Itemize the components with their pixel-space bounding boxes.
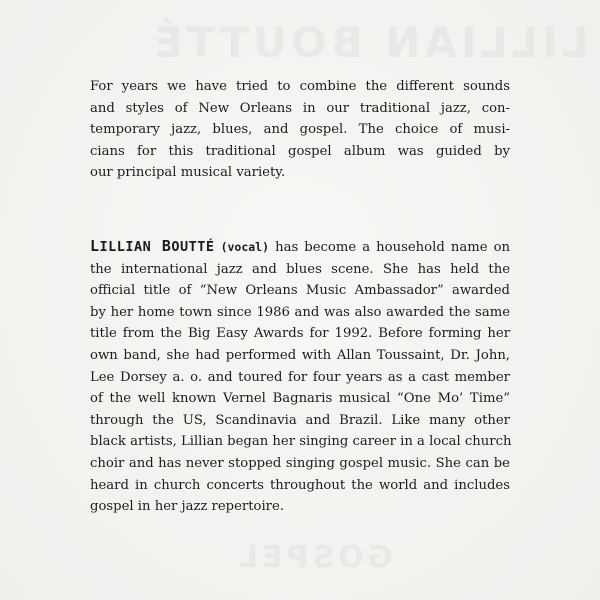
bio-paragraph (90, 236, 510, 518)
bio-line: through the US, Scandinavia and Brazil. Like many other (90, 412, 510, 428)
intro-line: and styles of New Orleans in our traditional jazz, con- (90, 100, 510, 116)
bio-first-line (90, 236, 510, 259)
intro-line: temporary jazz, blues, and gospel. The choice of musi- (90, 122, 510, 138)
bio-line: gospel in her jazz repertoire. (90, 499, 284, 515)
intro-line: cians for this traditional gospel album was guided by (90, 143, 510, 159)
bio-first-line-text: has become a household name on (275, 240, 510, 255)
bio-line: of the well known Vernel Bagnaris musical “One Mo’ Time” (90, 391, 510, 407)
bio-line: Lee Dorsey a. o. and toured for four years as a cast member (90, 369, 510, 385)
intro-paragraph (90, 76, 510, 184)
show-through-ghost-top: LILLIAN BOUTTÉ (150, 18, 589, 67)
bio-line: official title of “New Orleans Music Ambassador” awarded (90, 283, 510, 299)
artist-name: LILLIAN BOUTTÉ (90, 237, 215, 255)
show-through-ghost-bottom: GOSPEL (235, 540, 393, 575)
bio-line: title from the Big Easy Awards for 1992. Before forming her (90, 326, 510, 342)
bio-line: heard in church concerts throughout the world and includes (90, 477, 510, 493)
artist-role: (vocal) (220, 240, 270, 254)
bio-line: choir and has never stopped singing gospel music. She can be (90, 455, 510, 471)
bio-line: black artists, Lillian began her singing career in a local church (90, 434, 512, 450)
bio-line: own band, she had performed with Allan Toussaint, Dr. John, (90, 347, 510, 363)
intro-line: our principal musical variety. (90, 165, 286, 181)
bio-line: by her home town since 1986 and was also awarded the same (90, 304, 510, 320)
intro-line: For years we have tried to combine the different sounds (90, 79, 510, 94)
bio-line: the international jazz and blues scene. She has held the (90, 261, 510, 277)
